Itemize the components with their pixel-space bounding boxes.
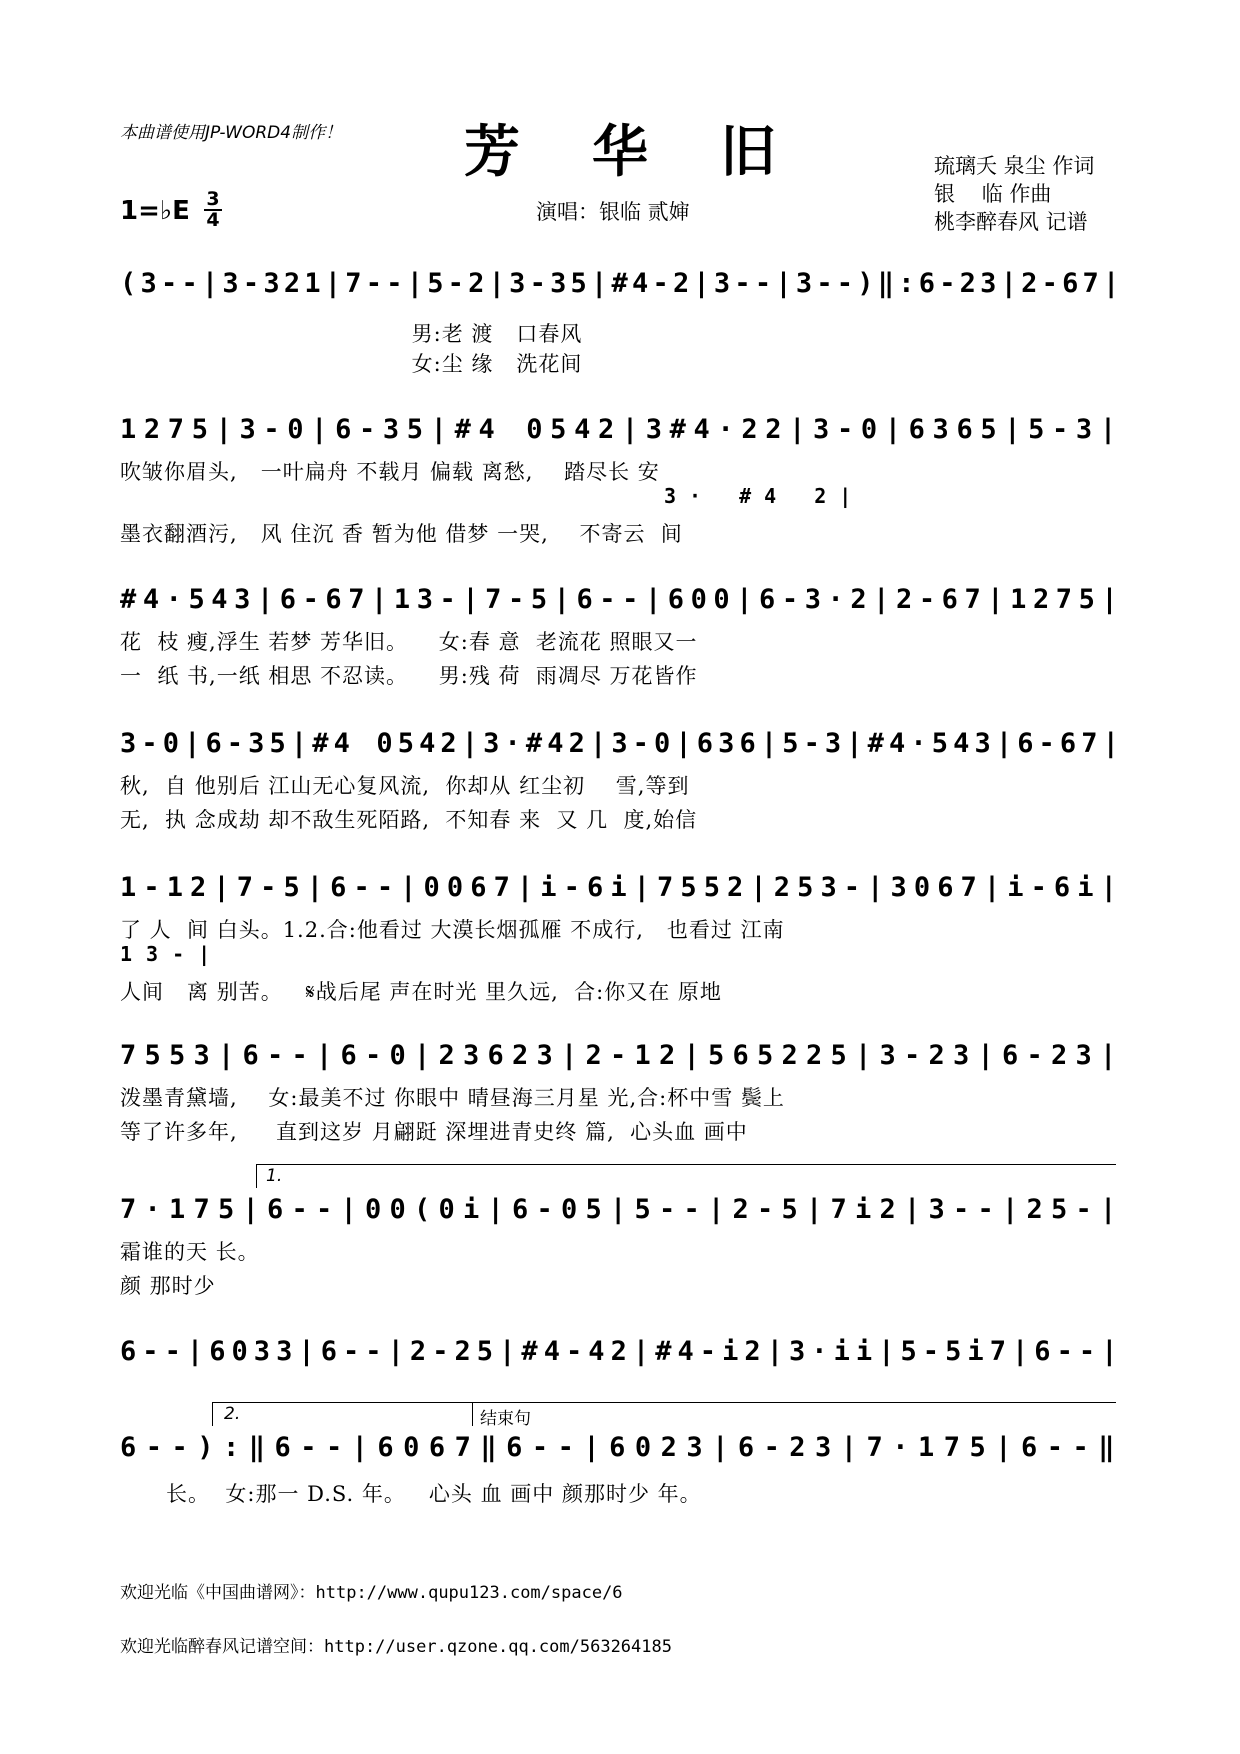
- alt-notes: 3· #4 2|: [664, 484, 865, 508]
- lyric-line-1: 霜谁的天 长。: [120, 1240, 260, 1264]
- lyric-line-2: 颜 那时少: [120, 1274, 216, 1298]
- lyric-line-2: 女:尘 缘 洗花间: [120, 352, 583, 376]
- notes-line: 7·175|6--|00(0i|6-05|5--|2-5|7i2|3--|25-|: [120, 1194, 1125, 1225]
- lyric-line-1: 了 人 间 白头。1.2.合:他看过 大漠长烟孤雁 不成行, 也看过 江南: [120, 918, 785, 942]
- lyric-line-2: 无, 执 念成劫 却不敌生死陌路, 不知春 来 又 几 度,始信: [120, 808, 698, 832]
- notes-line: 3-0|6-35|#4 0542|3·#42|3-0|636|5-3|#4·543|6-67|: [120, 728, 1125, 759]
- footer-link-qupu123[interactable]: 欢迎光临《中国曲谱网》：http://www.qupu123.com/space/6: [120, 1583, 623, 1603]
- time-top: 3: [206, 188, 220, 210]
- alt-notes: 13-|: [120, 942, 225, 966]
- ending-label: 结束句: [480, 1409, 531, 1429]
- volta-bracket-edge: [256, 1164, 257, 1188]
- lyric-line-2: 墨衣翻酒污, 风 住沉 香 暂为他 借梦 一哭, 不寄云 间: [120, 522, 683, 546]
- time-bottom: 4: [206, 209, 220, 231]
- lyric-line-2: 等了许多年, 直到这岁 月翩跹 深埋进青史终 篇, 心头血 画中: [120, 1120, 748, 1144]
- lyric-line-2: 一 纸 书,一纸 相思 不忍读。 男:残 荷 雨凋尽 万花皆作: [120, 664, 698, 688]
- key-signature: 1=♭E: [120, 196, 190, 226]
- software-credit: 本曲谱使用JP-WORD4制作！: [120, 123, 343, 143]
- notes-line: 7553|6--|6-0|23623|2-12|565225|3-23|6-23|: [120, 1040, 1125, 1071]
- authors-credits: 琉璃夭 泉尘 作词 银 临 作曲 桃李醉春风 记谱: [934, 154, 1095, 234]
- lyric-line-1: 泼墨青黛墙, 女:最美不过 你眼中 晴昼海三月星 光,合:杯中雪 鬓上: [120, 1086, 785, 1110]
- lyric-line-1: 花 枝 瘦,浮生 若梦 芳华旧。 女:春 意 老流花 照眼又一: [120, 630, 698, 654]
- notes-line: 1275|3-0|6-35|#4 0542|3#4·22|3-0|6365|5-3|: [120, 414, 1124, 445]
- ending-bracket-edge: [472, 1402, 473, 1426]
- notes-line: #4·543|6-67|13-|7-5|6--|600|6-3·2|2-67|1275|: [120, 584, 1125, 615]
- volta-bracket: [256, 1164, 1116, 1165]
- volta-bracket: [212, 1402, 1116, 1403]
- lyric-line-1: 男:老 渡 口春风: [120, 322, 583, 346]
- lyric-line-1: 吹皱你眉头, 一叶扁舟 不载月 偏载 离愁, 踏尽长 安: [120, 460, 660, 484]
- notes-line: 6--):‖6--|6067‖6--|6023|6-23|7·175|6--‖: [120, 1432, 1124, 1463]
- lyric-line-1: 秋, 自 他别后 江山无心复风流, 你却从 红尘初 雪,等到: [120, 774, 690, 798]
- volta-bracket-edge: [212, 1402, 213, 1426]
- notes-line: 6--|6033|6--|2-25|#4-42|#4-i2|3·ii|5-5i7|6--|: [120, 1336, 1124, 1367]
- lyric-line-2: 人间 离 别苦。 𝄋战后尾 声在时光 里久远, 合:你又在 原地: [120, 980, 722, 1004]
- lyric-line-1: 长。 女:那一 D.S. 年。 心头 血 画中 颜那时少 年。: [120, 1482, 702, 1506]
- volta-2-label: 2.: [224, 1404, 241, 1424]
- singer: 演唱：银临 贰婶: [536, 200, 690, 224]
- footer-link-qzone[interactable]: 欢迎光临醉春风记谱空间：http://user.qzone.qq.com/563264185: [120, 1637, 672, 1657]
- notes-line: 1-12|7-5|6--|0067|i-6i|7552|253-|3067|i-6i|: [120, 872, 1124, 903]
- notes-line: (3--|3-321|7--|5-2|3-35|#4-2|3--|3--)‖:6-23|2-67|: [120, 268, 1124, 299]
- time-signature: [204, 190, 222, 230]
- volta-1-label: 1.: [266, 1166, 283, 1186]
- song-title: 芳华旧: [464, 119, 848, 185]
